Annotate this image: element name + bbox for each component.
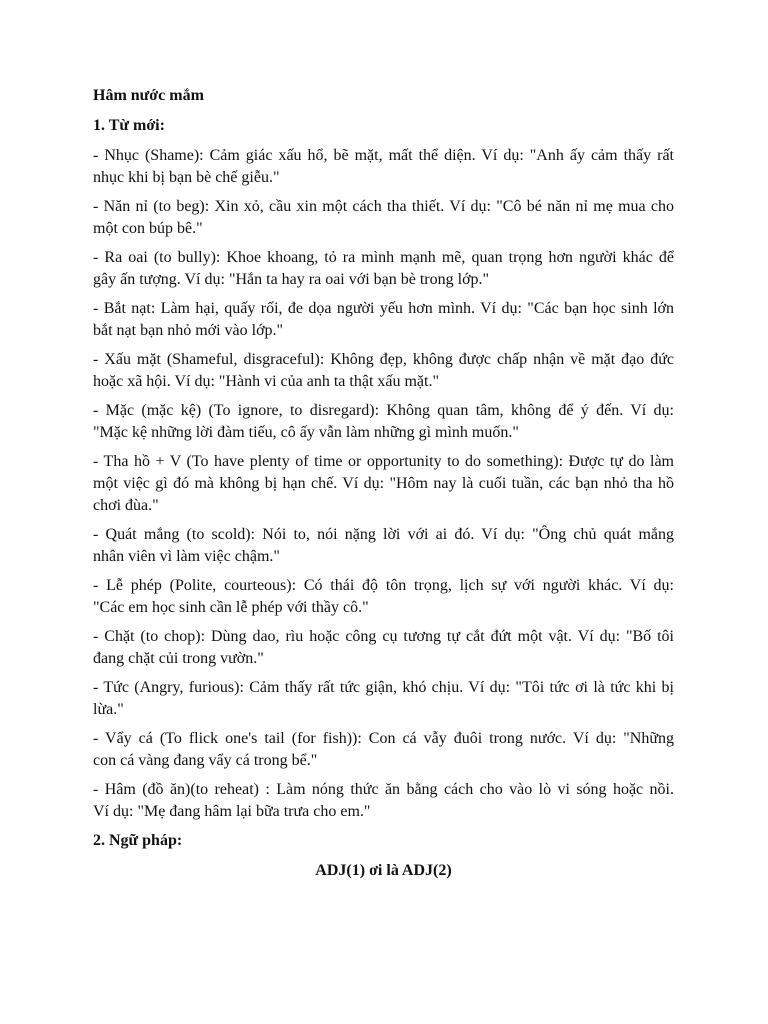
vocabulary-entry (93, 400, 674, 444)
document-title: Hâm nước mắm (93, 87, 204, 104)
entry-line: - Vẩy cá (To flick one's tail (for fish)): Con cá vẫy đuôi trong nước. Ví dụ: "Những (93, 730, 674, 747)
entry-line: - Bắt nạt: Làm hại, quấy rối, đe dọa người yếu hơn mình. Ví dụ: "Các bạn học sinh lớn (93, 300, 674, 317)
entry-line: con cá vàng đang vẩy cá trong bể." (93, 752, 318, 769)
vocabulary-entry (93, 196, 674, 240)
entry-line: - Mặc (mặc kệ) (To ignore, to disregard): Không quan tâm, không để ý đến. Ví dụ: (93, 402, 674, 419)
entry-line: "Các em học sinh cần lễ phép với thầy cô." (93, 599, 369, 616)
entry-line: - Năn nỉ (to beg): Xin xỏ, cầu xin một cách tha thiết. Ví dụ: "Cô bé năn nỉ mẹ mua cho (93, 198, 674, 215)
section-heading-vocabulary: 1. Từ mới: (93, 117, 165, 134)
vocabulary-entry (93, 779, 674, 823)
entry-line: - Ra oai (to bully): Khoe khoang, tỏ ra mình mạnh mẽ, quan trọng hơn người khác để (93, 249, 674, 266)
entry-line: hoặc xã hội. Ví dụ: "Hành vi của anh ta thật xấu mặt." (93, 373, 440, 390)
vocabulary-entry (93, 677, 674, 721)
entry-line: một việc gì đó mà không bị hạn chế. Ví dụ: "Hôm nay là cuối tuần, các bạn nhỏ tha hồ (93, 475, 674, 492)
vocabulary-list (93, 145, 674, 823)
entry-line: nhân viên vì làm việc chậm." (93, 548, 280, 565)
vocabulary-entry (93, 247, 674, 291)
document-page (93, 85, 674, 882)
vocabulary-entry (93, 145, 674, 189)
entry-line: Ví dụ: "Mẹ đang hâm lại bữa trưa cho em." (93, 803, 371, 820)
entry-line: bắt nạt bạn nhỏ mới vào lớp." (93, 322, 284, 339)
section-heading-grammar: 2. Ngữ pháp: (93, 832, 183, 849)
entry-line: gây ấn tượng. Ví dụ: "Hắn ta hay ra oai với bạn bè trong lớp." (93, 271, 490, 288)
entry-line: - Xấu mặt (Shameful, disgraceful): Không đẹp, không được chấp nhận về mặt đạo đức (93, 351, 674, 368)
vocabulary-entry (93, 349, 674, 393)
entry-line: một con búp bê." (93, 220, 203, 237)
vocabulary-entry (93, 524, 674, 568)
grammar-formula: ADJ(1) ơi là ADJ(2) (315, 862, 452, 879)
vocabulary-entry (93, 451, 674, 517)
entry-line: - Hâm (đồ ăn)(to reheat) : Làm nóng thức ăn bằng cách cho vào lò vi sóng hoặc nồi. (93, 781, 674, 798)
vocabulary-entry (93, 626, 674, 670)
entry-line: - Tức (Angry, furious): Cảm thấy rất tức giận, khó chịu. Ví dụ: "Tôi tức ơi là tức khi bị (93, 679, 674, 696)
entry-line: lừa." (93, 701, 124, 718)
entry-line: - Tha hồ + V (To have plenty of time or opportunity to do something): Được tự do làm (93, 453, 674, 470)
entry-line: chơi đùa." (93, 497, 159, 514)
entry-line: - Lễ phép (Polite, courteous): Có thái độ tôn trọng, lịch sự với người khác. Ví dụ: (93, 577, 674, 594)
entry-line: - Quát mắng (to scold): Nói to, nói nặng lời với ai đó. Ví dụ: "Ông chủ quát mắng (93, 526, 674, 543)
entry-line: đang chặt củi trong vườn." (93, 650, 264, 667)
entry-line: - Chặt (to chop): Dùng dao, rìu hoặc công cụ tương tự cắt đứt một vật. Ví dụ: "Bố tôi (93, 628, 674, 645)
vocabulary-entry (93, 575, 674, 619)
vocabulary-entry (93, 298, 674, 342)
vocabulary-entry (93, 728, 674, 772)
entry-line: "Mặc kệ những lời đàm tiếu, cô ấy vẫn làm những gì mình muốn." (93, 424, 519, 441)
entry-line: - Nhục (Shame): Cảm giác xấu hổ, bẽ mặt, mất thể diện. Ví dụ: "Anh ấy cảm thấy rất (93, 147, 674, 164)
entry-line: nhục khi bị bạn bè chế giễu." (93, 169, 280, 186)
